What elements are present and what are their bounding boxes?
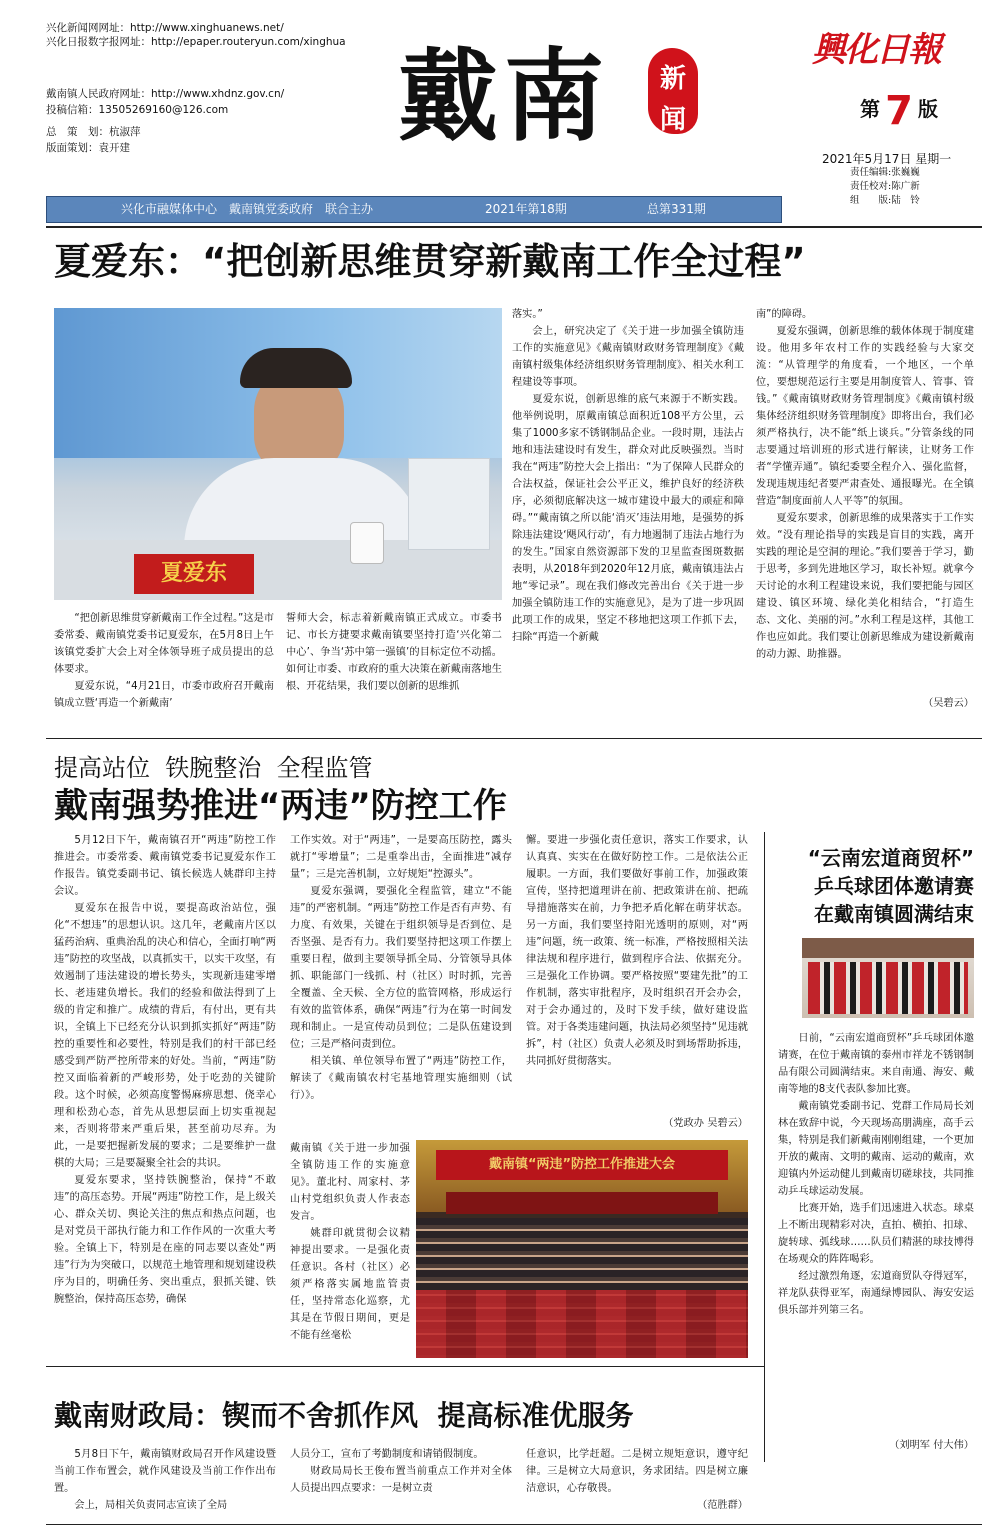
staff-info: [46, 124, 141, 156]
page-title: 戴南: [398, 37, 610, 155]
article2-byline: （党政办 吴碧云）: [663, 1118, 748, 1129]
article2-subhead: 提高站位 铁腕整治 全程监管: [54, 754, 373, 782]
paragraph: 夏爱东说，“4月21日，市委市政府召开戴南镇成立暨‘再造一个新戴南’: [54, 681, 274, 709]
issue-date: 2021年5月17日 星期一: [822, 152, 952, 166]
sidebar-rule: [764, 832, 765, 1462]
gov-info: [46, 86, 284, 118]
gov-website: 戴南镇人民政府网址：http://www.xhdnz.gov.cn/: [46, 88, 285, 100]
sidebar-photo: [802, 938, 974, 1018]
article2-col2: [290, 832, 512, 1134]
article1-col4: [756, 306, 974, 690]
article2-headline: 戴南强势推进“两违”防控工作: [54, 786, 507, 826]
article1-col3: [512, 306, 744, 714]
section-rule-2: [46, 1366, 764, 1367]
paragraph: 夏爱东强调，要强化全程监管，建立“不能违”的严密机制。“两违”防控工作是否有声势、有力度、有效果，关键在于组织领导是否到位、是否坚强、是否有力。我们要坚持把这项工作摆上重要日程，做到主要领导抓全局、分管领导具体抓、职能部门一线抓、村（社区）时时抓，完善全覆盖、全天候、全方位的监管网格，形成运行有效的监管体系，确保“两违”行为在第一时间发现和制止。一是宣传动员到位；二是队伍建设到位；三是严格问责到位。: [290, 886, 512, 1050]
layout-editor: 组 版:陆 铃: [850, 195, 920, 206]
editors: [850, 166, 920, 208]
article1-col2: [286, 610, 502, 710]
paragraph: 戴南镇《关于进一步加强全镇防违工作的实施意见》。董北村、周家村、茅山村党组织负责人作表态发言。: [290, 1143, 410, 1222]
submission-email: 投稿信箱：13505269160@126.com: [46, 104, 229, 116]
paragraph: 人员分工，宣布了考勤制度和请销假制度。: [290, 1449, 484, 1460]
red-seats: [416, 1290, 748, 1358]
proofreader: 责任校对:陈广新: [850, 181, 920, 192]
article2-col3: [526, 832, 748, 1112]
meeting-banner: 戴南镇“两违”防控工作推进大会: [436, 1150, 728, 1180]
tea-cup: [350, 522, 384, 564]
nameplate: 夏爱东: [134, 554, 254, 594]
paragraph: 财政局局长王俊布置当前重点工作并对全体人员提出四点要求：一是树立责: [290, 1466, 512, 1494]
article1-col1: [54, 610, 274, 710]
paragraph: “把创新思维贯穿新戴南工作全过程。”这是市委常委、戴南镇党委书记夏爱东，在5月8日上午该镇党委扩大会上对全体领导班子成员提出的总体要求。: [54, 613, 274, 675]
paragraph: 南”的障碍。: [756, 309, 813, 320]
paragraph: 落实。”: [512, 309, 543, 320]
bottom-rule: [46, 1524, 982, 1525]
paragraph: 夏爱东要求，坚持铁腕整治，保持“不敢违”的高压态势。开展“两违”防控工作，是上级关心、群众关切、舆论关注的焦点和热点问题，也是对党员干部执行能力和工作作风的一次重大考验。全镇上下，特别是在座的同志要以查处“两违”行为为突破口，以规范土地管理和规划建设秩序为目的，明确任务、突出重点，狠抓关键、铁腕整治，保持高压态势，确保: [54, 1175, 276, 1305]
sidebar-headline-line1: “云南宏道商贸杯”: [807, 846, 974, 870]
top-rule: [46, 226, 982, 228]
article2-photo: [416, 1140, 748, 1358]
article1-headline: 夏爱东：“把创新思维贯穿新戴南工作全过程”: [54, 240, 806, 283]
news-seal: [648, 48, 698, 134]
article3-col3: [526, 1446, 748, 1498]
editor-in-charge: 责任编辑:张巍巍: [850, 167, 920, 178]
chief-planner: 总 策 划：杭淑萍: [46, 126, 141, 138]
paragraph: 会上，局相关负责同志宣读了全局: [74, 1500, 228, 1511]
paragraph: 夏爱东在报告中说，要提高政治站位，强化“不想违”的思想认识。这几年，老戴南片区以猛药治病、重典治乱的决心和信心，全面打响“两违”防控的攻坚战，以真抓实干，以实干攻坚，有效遏制了违法建设的增长势头，实现新违建零增长、老违建负增长。我们的经验和做法得到了上级的肯定和推广。成绩的背后，有付出，更有共识，全镇上下已经充分认识到抓实抓好“两违”防控的重要性和必要性，特别是我们的村干部已经感受到严防严控所带来的好处。当前，“两违”防控又面临着新的严峻形势，处于吃劲的关键阶段。这个时候，必须高度警惕麻痹思想、侥幸心理和松劲心态，首先从思想层面上切实重视起来，否则将带来严重后果，甚至前功尽弃。为此，一是要把握新发展的要求；二是要维护一盘棋的大局；三是要凝聚全社会的共识。: [54, 903, 276, 1169]
website-line-1: 兴化新闻网网址：http://www.xinghuanews.net/: [46, 22, 284, 34]
sidebar-headline: [778, 844, 974, 928]
paragraph: 任意识，比学赶超。二是树立规矩意识，遵守纪律。三是树立大局意识，务求团结。四是树立廉洁意识，心存敬畏。: [526, 1449, 748, 1494]
article3-col1: [54, 1446, 276, 1514]
article2-col2b: [290, 1140, 410, 1354]
total-issue: 总第331期: [647, 202, 706, 216]
organizers: 兴化市融媒体中心 戴南镇党委政府 联合主办: [121, 202, 374, 216]
issue-banner: [46, 196, 782, 223]
website-line-2: 兴化日报数字报网址：http://epaper.routeryun.com/xinghua: [46, 36, 346, 48]
paragraph: 5月8日下午，戴南镇财政局召开作风建设暨当前工作布置会，就作风建设及当前工作作出布置。: [54, 1449, 276, 1494]
section-rule-1: [46, 738, 982, 739]
paragraph: 经过激烈角逐，宏道商贸队夺得冠军，祥龙队获得亚军，南通绿博园队、海安安运俱乐部并列第三名。: [778, 1271, 974, 1316]
paragraph: 日前，“云南宏道商贸杯”乒乓球团体邀请赛，在位于戴南镇的泰州市祥龙不锈钢制品有限公司圆满结束。来自南通、海安、戴南等地的8支代表队参加比赛。: [778, 1033, 974, 1095]
sidebar-headline-line2: 乒乓球团体邀请赛: [814, 874, 974, 898]
paragraph: 工作实效。对于“两违”，一是要高压防控，露头就打“零增量”；二是重拳出击，全面推进“减存量”；三是完善机制，立好规矩“控源头”。: [290, 835, 512, 880]
edition-suffix: 版: [918, 97, 939, 121]
website-info: [46, 20, 346, 50]
layout-planner: 版面策划：袁开建: [46, 142, 130, 154]
paragraph: 相关镇、单位领导布置了“两违”防控工作，解读了《戴南镇农村宅基地管理实施细则（试行）》。: [290, 1056, 512, 1101]
papers: [408, 458, 490, 550]
seal-char-2: 闻: [659, 105, 686, 135]
team-players: [808, 962, 968, 1014]
paragraph: 夏爱东说，创新思维的底气来源于不断实践。他举例说明，原戴南镇总面积近108平方公里，云集了1000多家不锈钢制品企业。一段时期，违法占地和违法建设时有发生，群众对此反映强烈。当时我在“两违”防控大会上指出：“为了保障人民群众的合法权益，保证社会公平正义，维护良好的经济秩序，必须彻底解决这一城市建设中最大的顽症和障碍。”“戴南镇之所以能‘消灭’违法用地，是强势的拆除违法建设‘飓风行动’，有力地遏制了违法占地行为的发生。”国家自然资源部下发的卫星监查图斑数据表明，从2018年到2020年12月底，戴南镇违法占地“零记录”。现在我们修改完善出台《关于进一步加强全镇防违工作的实施意见》，是为了进一步巩固此项工作的成果，坚定不移地把这项工作抓下去，扫除“再造一个新戴: [512, 394, 744, 643]
article3-byline: （范胜群）: [697, 1500, 748, 1511]
paragraph: 懈。要进一步强化责任意识，落实工作要求，认认真真、实实在在做好防控工作。二是依法公正履职。一方面，我们要做好事前工作，加强政策宣传，坚持把道理讲在前、把政策讲在前、把疏导措施落实在前，力争把矛盾化解在萌芽状态。另一方面，我们要坚持阳光透明的原则，对“两违”问题，统一政策、统一标准，严格按照相关法律法规和程序进行，做到程序合法、依据充分。三是强化工作协调。要严格按照“要建先批”的工作机制，落实审批程序，及时组织召开会办会，对于会办通过的，及时下发手续，做好建设监管。对于各类违建问题，执法局必须坚持“见违就拆”，村（社区）负责人必须及时到场帮助拆违，共同抓好贯彻落实。: [526, 835, 748, 1067]
paragraph: 夏爱东要求，创新思维的成果落实于工作实效。“没有理论指导的实践是盲目的实践，离开实践的理论是空洞的理论。”我们要善于学习，勤于思考，多到先进地区学习，取长补短。就拿今天讨论的水利工程建设来说，我们要把能与园区建设、镇区环境、绿化美化相结合，“打造生态、文化、美丽的河。”水利工程是这样，其他工作也应如此。我们要让创新思维成为建设新戴南的动力源、助推器。: [756, 513, 974, 660]
edition-label: [860, 88, 938, 138]
sidebar-headline-line3: 在戴南镇圆满结束: [814, 902, 974, 926]
paragraph: 姚群印就贯彻会议精神提出要求。一是强化责任意识。各村（社区）必须严格落实属地监管责任，坚持常态化巡察，尤其是在节假日期间，更是不能有丝毫松: [290, 1228, 410, 1341]
article2-col1: [54, 832, 276, 1350]
seal-char-1: 新: [659, 64, 686, 94]
paragraph: 比赛开始，选手们迅速进入状态。球桌上不断出现精彩对决，直拍、横拍、扣球、旋转球、弧线球……队员们精湛的球技博得在场观众的阵阵喝彩。: [778, 1203, 974, 1265]
paragraph: 夏爱东强调，创新思维的载体体现于制度建设。他用多年农村工作的实践经验与大家交流：“从管理学的角度看，一个地区，一个单位，要想规范运行主要是用制度管人、管事、管钱。”《戴南镇财政财务管理制度》《戴南镇村级集体经济组织财务管理制度》即将出台，我们必须严格执行，决不能“纸上谈兵。”分管条线的同志要通过培训班的形式进行解读，让财务工作者“学懂弄通”。镇纪委要全程介入、强化监督，发现违规违纪者要严肃查处、通报曝光。在全镇营造“制度面前人人平等”的氛围。: [756, 326, 974, 507]
paragraph: 誓师大会，标志着新戴南镇正式成立。市委书记、市长方捷要求戴南镇要坚持打造‘兴化第二中心’、争当‘苏中第一强镇’的目标定位不动摇。如何让市委、市政府的重大决策在新戴南落地生根、开花结果，我们要以创新的思维抓: [286, 613, 502, 692]
paper-logo: 興化日報: [812, 30, 940, 70]
sidebar-body: [778, 1030, 974, 1432]
paragraph: 会上，研究决定了《关于进一步加强全镇防违工作的实施意见》《戴南镇财政财务管理制度》《戴南镇村级集体经济组织财务管理制度》、相关水利工程建设等事项。: [512, 326, 744, 388]
issue-number: 2021年第18期: [485, 202, 567, 216]
edition-prefix: 第: [860, 97, 880, 121]
sidebar-byline: （刘明军 付大伟）: [889, 1440, 974, 1451]
paragraph: 戴南镇党委副书记、党群工作局局长刘林在致辞中说，今天现场高朋满座，高手云集，特别是我们新戴南刚刚组建，一个更加开放的戴南、文明的戴南、运动的戴南，欢迎镇内外运动健儿到戴南切磋球技，共同推动乒乓球运动发展。: [778, 1101, 974, 1197]
article1-photo: [54, 308, 502, 600]
article3-col2: [290, 1446, 512, 1514]
article3-headline: 戴南财政局：锲而不舍抓作风 提高标准优服务: [54, 1399, 634, 1432]
stage-table: [446, 1192, 718, 1214]
paragraph: 5月12日下午，戴南镇召开“两违”防控工作推进会。市委常委、戴南镇党委书记夏爱东作工作报告。镇党委副书记、镇长候选人姚群印主持会议。: [54, 835, 276, 897]
edition-number: 7: [885, 88, 913, 134]
article1-byline: （吴碧云）: [923, 698, 974, 709]
